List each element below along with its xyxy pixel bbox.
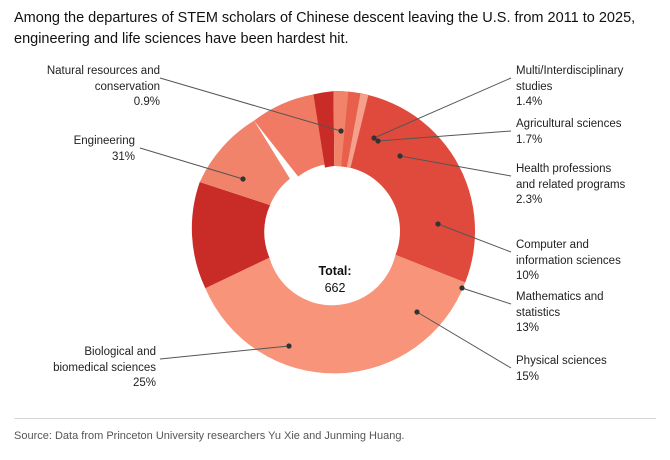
label-natural-resources-line1: Natural resources and [46,65,160,77]
label-engineering [10,134,135,165]
dot-physical [414,309,419,314]
label-mathematics-line1: Mathematics and [516,291,604,303]
label-agricultural-line1: Agricultural sciences [516,118,622,130]
label-health-line2: and related programs [516,178,626,191]
label-computer-value: 10% [516,270,540,282]
donut-center-total [277,263,393,297]
dot-health [397,153,402,158]
label-agricultural-value: 1.7% [516,133,543,146]
leader-physical [417,312,511,368]
label-multi-value: 1.4% [516,96,543,108]
footer-divider [14,418,656,419]
total-word: Total: [318,264,352,278]
dot-computer [435,221,440,226]
dot-natural-resources [338,128,343,133]
dot-biological [286,343,291,348]
label-mathematics-line2: statistics [516,306,561,319]
label-biological-line1: Biological and [84,346,156,358]
label-biological-line2: biomedical sciences [53,361,156,374]
label-health-line1: Health professions [516,163,612,175]
label-computer-information [516,238,666,285]
label-natural-resources-value: 0.9% [133,96,160,108]
label-engineering-value: 31% [111,150,135,163]
label-mathematics-value: 13% [516,322,540,334]
label-natural-resources-line2: conservation [94,80,160,93]
label-biological [10,345,156,392]
label-health-professions [516,162,666,209]
label-natural-resources [10,64,160,111]
donut-chart [0,56,670,406]
source-note: Source: Data from Princeton University researchers Yu Xie and Junming Huang. [14,430,405,442]
label-multi-line1: Multi/Interdisciplinary [516,65,624,77]
label-multi-interdisciplinary [516,64,666,111]
label-engineering-line1: Engineering [73,135,135,147]
label-health-value: 2.3% [516,194,543,206]
dot-agricultural [375,138,380,143]
label-mathematics-statistics [516,290,666,337]
dot-engineering [240,176,245,181]
dot-mathematics [459,285,464,290]
label-biological-value: 25% [132,377,156,389]
label-physical-value: 15% [516,370,540,383]
label-physical-line1: Physical sciences [516,355,607,367]
label-physical-sciences [516,354,666,385]
label-computer-line2: information sciences [516,254,621,267]
chart-title: Among the departures of STEM scholars of Chinese descent leaving the U.S. from 2011 to 2025, engineering and life sciences have been hardest hit. [14,10,636,47]
slices-group [192,91,475,373]
label-computer-line1: Computer and [516,239,589,251]
label-multi-line2: studies [516,80,553,93]
total-value: 662 [324,281,346,295]
leader-mathematics [462,288,511,304]
label-agricultural [516,117,666,148]
